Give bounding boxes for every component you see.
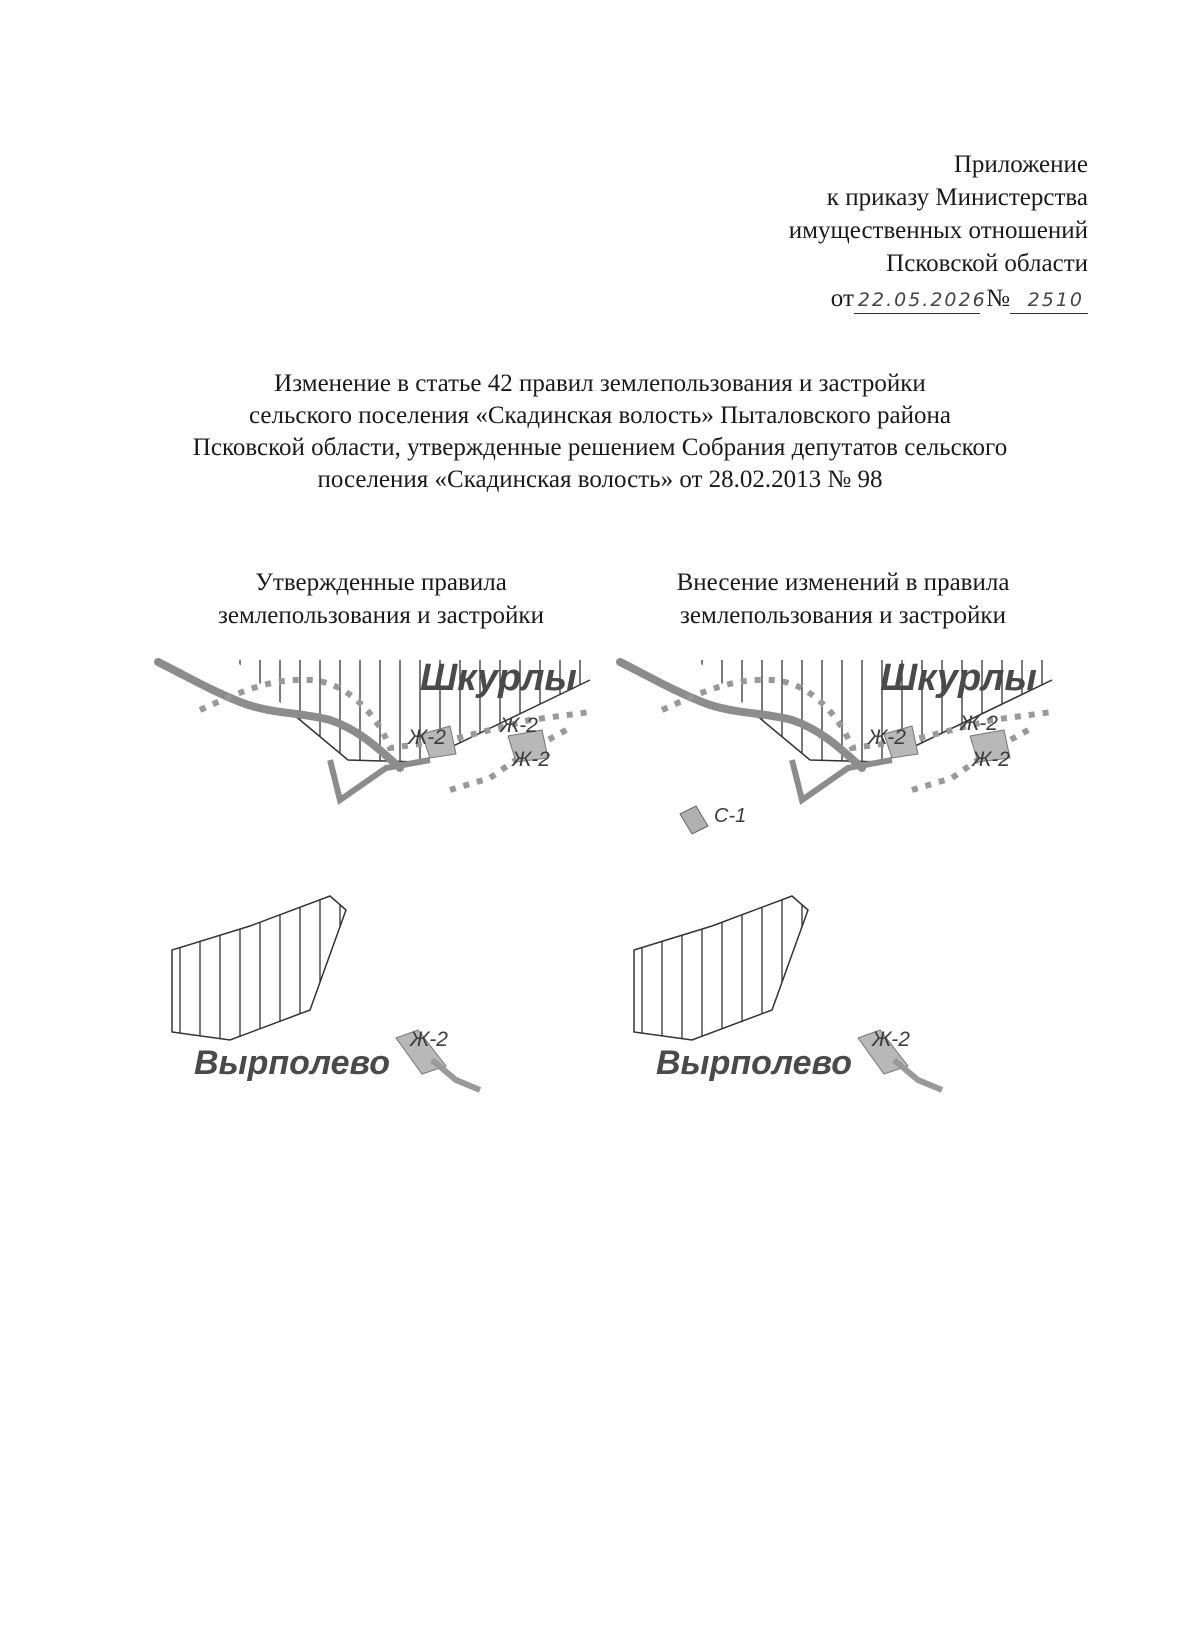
left-road-south xyxy=(432,1060,480,1090)
left-heading-line-1: Утвержденные правила xyxy=(255,569,507,596)
right-label-zone-4: Ж-2 xyxy=(872,1028,910,1051)
right-heading-line-1: Внесение изменений в правила xyxy=(676,569,1010,596)
left-road-branch xyxy=(330,760,430,800)
left-road-main xyxy=(158,662,400,768)
right-road-south xyxy=(894,1060,942,1090)
left-label-vyrpolevo: Вырполево xyxy=(194,1044,390,1082)
left-panel-heading xyxy=(181,566,581,632)
left-map xyxy=(150,650,620,1110)
title-line-4: поселения «Скадинская волость» от 28.02.2013 № 98 xyxy=(317,466,883,493)
right-label-shkurly: Шкурлы xyxy=(880,657,1037,699)
title-line-1: Изменение в статье 42 правил землепользования и застройки xyxy=(274,370,926,397)
appendix-line-1: Приложение xyxy=(953,151,1088,178)
left-label-zone-4: Ж-2 xyxy=(410,1028,448,1051)
right-map xyxy=(612,650,1082,1110)
left-label-shkurly: Шкурлы xyxy=(420,657,577,699)
right-road-main xyxy=(620,662,862,768)
document-title xyxy=(0,368,1200,496)
left-heading-line-2: землепользования и застройки xyxy=(218,602,544,629)
appendix-block xyxy=(789,148,1088,315)
appendix-line-4: Псковской области xyxy=(886,250,1088,277)
right-label-vyrpolevo: Вырполево xyxy=(656,1044,852,1082)
number-prefix: № xyxy=(986,285,1010,312)
handwritten-number: 2510 xyxy=(1010,287,1088,314)
appendix-line-2: к приказу Министерства xyxy=(826,184,1088,211)
right-zone-patch-c1 xyxy=(680,806,708,834)
right-panel-heading xyxy=(643,566,1043,632)
left-vyrpolevo-hatch xyxy=(180,890,340,1050)
right-label-zone-1: Ж-2 xyxy=(868,726,906,749)
right-road-branch xyxy=(792,760,892,800)
right-heading-line-2: землепользования и застройки xyxy=(680,602,1006,629)
left-label-zone-2: Ж-2 xyxy=(500,714,538,737)
left-label-zone-3: Ж-2 xyxy=(512,748,550,771)
appendix-line-3: имущественных отношений xyxy=(788,217,1088,244)
right-label-zone-3: Ж-2 xyxy=(972,748,1010,771)
right-label-zone-c1: С-1 xyxy=(714,805,747,827)
handwritten-date: 22.05.2026 xyxy=(854,287,980,314)
title-line-2: сельского поселения «Скадинская волость» Пыталовского района xyxy=(249,402,951,429)
right-label-zone-2: Ж-2 xyxy=(960,712,998,735)
right-vyrpolevo-hatch xyxy=(642,890,802,1050)
title-line-3: Псковской области, утвержденные решением Собрания депутатов сельского xyxy=(192,434,1008,461)
left-label-zone-1: Ж-2 xyxy=(408,726,446,749)
appendix-date-line xyxy=(831,282,1088,315)
date-prefix: от xyxy=(830,285,854,312)
